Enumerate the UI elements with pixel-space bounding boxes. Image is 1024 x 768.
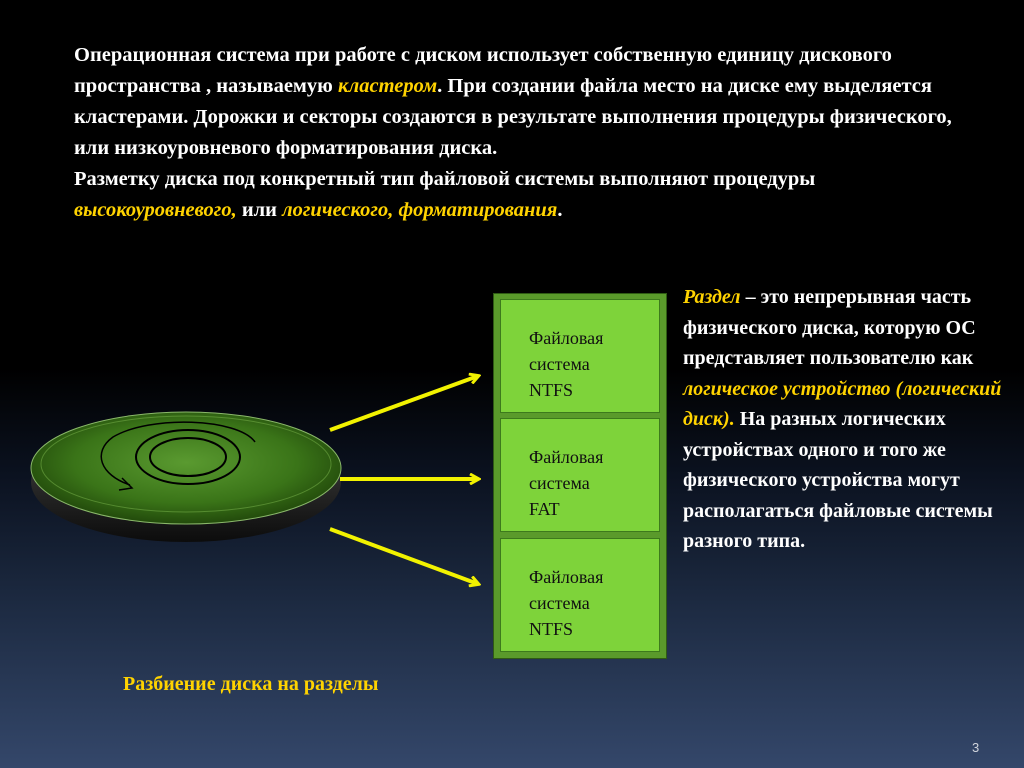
definition-text-segment: На разных логических устройствах одного и того же физического устройства могут располагаться файловые системы разного типа. [683,408,993,552]
page-number: 3 [972,740,980,755]
arrow-icon [330,376,478,430]
term-cluster: кластером [337,75,438,97]
arrow-icon [330,529,478,584]
partition-3 [500,538,660,652]
intro-text-segment: . [557,199,563,221]
term-logical-device: логическое устройство (логический диск). [683,377,1002,430]
disk-icon [31,412,341,542]
arrows [330,376,478,584]
partition-fs-type: NTFS [529,380,574,400]
partition-fs-type: FAT [529,499,560,519]
partition-label: Файловая [529,567,604,587]
partition-label: Файловая [529,447,604,467]
intro-text-segment: . При создании файла место на диске ему выделяется кластерами. Дорожки и секторы создаются в результате выполнения процедуры физического, или низкоуровневого форматирования диска. [74,75,952,159]
partition-stack [493,293,667,659]
partition-1 [500,299,660,413]
term-logical-format: логического, форматирования [282,199,558,221]
partition-label: система [529,473,590,493]
intro-text-segment: или [236,199,283,221]
partition-label: система [529,593,590,613]
intro-text-segment: Разметку диска под конкретный тип файловой системы выполняют процедуры [74,168,816,190]
diagram-caption: Разбиение диска на разделы [123,673,379,695]
partition-label: система [529,354,590,374]
partition-fs-type: NTFS [529,619,574,639]
term-high-level-format: высокоуровневого, [74,199,237,221]
definition-text-segment: – это непрерывная часть физического диска, которую ОС представляет пользователю как [683,286,976,369]
intro-text-segment: Операционная система при работе с диском использует собственную единицу дискового пространства , называемую [74,44,892,97]
partition-label: Файловая [529,328,604,348]
partition-2 [500,418,660,532]
term-partition: Раздел [683,286,741,308]
partition-definition [683,282,1013,557]
